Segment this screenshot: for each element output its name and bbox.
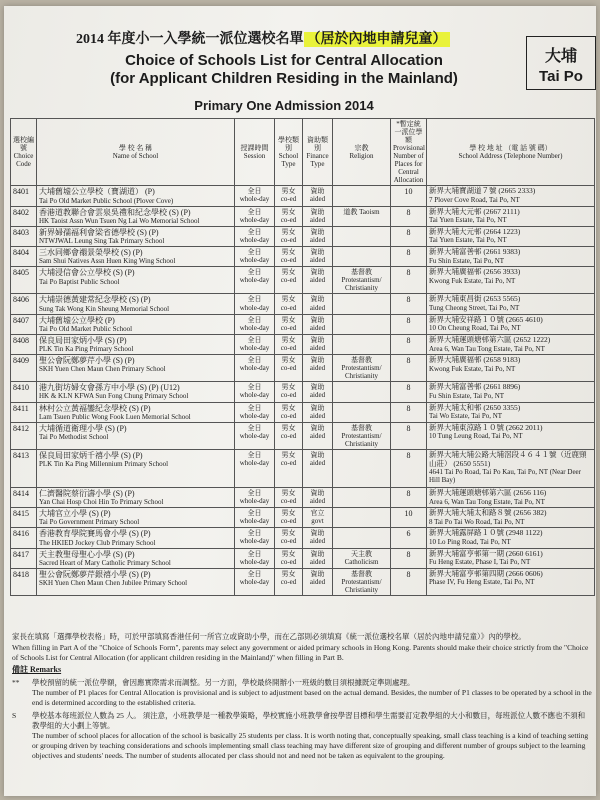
cell-name: [37, 355, 235, 382]
cell-finance: 資助 aided: [303, 226, 333, 246]
cell-type: 男女 co-ed: [275, 226, 303, 246]
cell-name-zh: 大埔舊墟公立學校 (P): [39, 315, 115, 325]
cell-finance: 資助 aided: [303, 487, 333, 507]
cell-name: [37, 206, 235, 226]
cell-name-zh: 港九街坊婦女會孫方中小學 (S) (P) (U12): [39, 383, 180, 393]
cell-address-en: Area 6, Wan Tau Tong Estate, Tai Po, NT: [429, 344, 545, 353]
cell-address-en: Fu Heng Estate, Phase I, Tai Po, NT: [429, 558, 531, 567]
cell-address-zh: 新界大埔大元邨 (2667 2111): [429, 206, 520, 216]
cell-session: 全日 whole-day: [235, 568, 275, 595]
cell-code: 8404: [11, 247, 37, 267]
cell-type: 男女 co-ed: [275, 422, 303, 449]
table-row: [11, 226, 595, 246]
cell-name: [37, 449, 235, 487]
cell-finance: 資助 aided: [303, 314, 333, 334]
cell-religion: 道教 Taoism: [333, 206, 391, 226]
col-code: 選校編號 Choice Code: [11, 119, 37, 186]
col-religion-zh: 宗教: [354, 144, 369, 153]
cell-religion: [333, 402, 391, 422]
cell-name-zh: 新界婦孺福利會梁省德學校 (S) (P): [39, 227, 159, 237]
col-finance: 資助類別 Finance Type: [303, 119, 333, 186]
cell-address-en: Area 6, Wan Tau Tong Estate, Tai Po, NT: [429, 497, 545, 506]
cell-type: 男女 co-ed: [275, 334, 303, 354]
table-row: [11, 247, 595, 267]
document-header: [4, 6, 596, 113]
cell-places: 8: [391, 294, 427, 314]
cell-finance: 資助 aided: [303, 568, 333, 595]
cell-address-zh: 新界大埔運頭塘邨第六區 (2656 116): [429, 487, 547, 497]
cell-session: 全日 whole-day: [235, 334, 275, 354]
cell-name-zh: 香港道教聯合會雲泉吳禮和紀念學校 (S) (P): [39, 207, 191, 217]
cell-name-en: HK Taoist Assn Wun Tsuen Ng Lai Wo Memorial School: [39, 216, 200, 225]
cell-finance: 資助 aided: [303, 267, 333, 294]
cell-address: [427, 548, 595, 568]
district-english: Tai Po: [539, 68, 583, 85]
table-row: [11, 355, 595, 382]
cell-places: 8: [391, 548, 427, 568]
cell-name-en: Tai Po Old Market Public School (Plover Cove): [39, 196, 174, 205]
col-religion: [333, 119, 391, 186]
cell-religion: 天主教 Catholicism: [333, 548, 391, 568]
col-name: [37, 119, 235, 186]
cell-session: 全日 whole-day: [235, 314, 275, 334]
cell-name-zh: 林村公立黃福鑾紀念學校 (S) (P): [39, 403, 151, 413]
cell-places: 10: [391, 186, 427, 206]
cell-type: 男女 co-ed: [275, 247, 303, 267]
cell-address: [427, 355, 595, 382]
cell-places: 8: [391, 226, 427, 246]
cell-religion: [333, 314, 391, 334]
cell-code: 8409: [11, 355, 37, 382]
cell-code: 8407: [11, 314, 37, 334]
cell-address-en: Tung Cheong Street, Tai Po, NT: [429, 304, 520, 313]
cell-finance: 官立 govt: [303, 508, 333, 528]
cell-finance: 資助 aided: [303, 186, 333, 206]
cell-name-zh: 仁濟醫院蔡衍濤小學 (S) (P): [39, 488, 135, 498]
cell-session: 全日 whole-day: [235, 548, 275, 568]
cell-name-zh: 保良局田家炳小學 (S) (P): [39, 335, 127, 345]
table-header-row: [11, 119, 595, 186]
cell-address-en: Tai Yuen Estate, Tai Po, NT: [429, 236, 507, 245]
cell-places: 8: [391, 206, 427, 226]
cell-religion: [333, 334, 391, 354]
cell-name-zh: 大埔崇德黃建常紀念學校 (S) (P): [39, 295, 151, 305]
cell-finance: 資助 aided: [303, 449, 333, 487]
cell-religion: [333, 226, 391, 246]
cell-code: 8401: [11, 186, 37, 206]
cell-address: [427, 402, 595, 422]
footer-para-en: When filling in Part A of the "Choice of Schools Form", parents may select any government or aided primary schools in Hong Kong. Parents should make their choice strictly from the "Choice of Schools List for Central Allocation (for applicant children residing in the Mainland)" when filling in Part B.: [12, 642, 589, 662]
cell-name-zh: 大埔浸信會公立學校 (S) (P): [39, 268, 135, 278]
cell-type: 男女 co-ed: [275, 548, 303, 568]
cell-name: [37, 528, 235, 548]
cell-session: 全日 whole-day: [235, 382, 275, 402]
title-english-line2: (for Applicant Children Residing in the Mainland): [110, 70, 458, 87]
cell-name: [37, 487, 235, 507]
cell-name-zh: 保良局田家炳千禧小學 (S) (P): [39, 450, 143, 460]
cell-address: [427, 294, 595, 314]
cell-code: 8415: [11, 508, 37, 528]
cell-address-zh: 新界大埔安祥路１０號 (2665 4610): [429, 314, 543, 324]
remark-body: [32, 678, 592, 709]
cell-name-en: Tai Po Methodist School: [39, 432, 109, 441]
table-row: [11, 206, 595, 226]
cell-type: 男女 co-ed: [275, 449, 303, 487]
cell-code: 8410: [11, 382, 37, 402]
cell-address: [427, 508, 595, 528]
cell-name-en: PLK Tin Ka Ping Primary School: [39, 345, 134, 354]
cell-name-en: NTWJWAL Leung Sing Tak Primary School: [39, 237, 165, 246]
cell-finance: 資助 aided: [303, 247, 333, 267]
cell-address: [427, 314, 595, 334]
cell-name-en: Sacred Heart of Mary Catholic Primary School: [39, 558, 171, 567]
cell-code: 8402: [11, 206, 37, 226]
cell-code: 8405: [11, 267, 37, 294]
table-row: [11, 528, 595, 548]
cell-places: 8: [391, 334, 427, 354]
cell-name: [37, 186, 235, 206]
table-row: [11, 487, 595, 507]
title-chinese-main: 2014 年度小一入學統一派位選校名單: [76, 32, 304, 47]
document-page: [4, 6, 596, 796]
cell-name-en: Sung Tak Wong Kin Sheung Memorial School: [39, 304, 170, 313]
cell-address-en: Fu Shin Estate, Tai Po, NT: [429, 256, 505, 265]
cell-places: 8: [391, 355, 427, 382]
cell-name: [37, 247, 235, 267]
cell-address-zh: 新界大埔廣福邨 (2658 9183): [429, 355, 521, 365]
cell-address-zh: 新界大埔廣福邨 (2656 3933): [429, 267, 521, 277]
remark-note: [12, 711, 592, 762]
cell-religion: [333, 449, 391, 487]
col-address: [427, 119, 595, 186]
cell-places: 8: [391, 247, 427, 267]
table-row: [11, 267, 595, 294]
cell-address-en: 10 Tung Leung Road, Tai Po, NT: [429, 432, 523, 441]
cell-religion: [333, 247, 391, 267]
table-row: [11, 334, 595, 354]
cell-religion: 基督教 Protestantism/ Christianity: [333, 355, 391, 382]
cell-finance: 資助 aided: [303, 422, 333, 449]
cell-name-en: Sam Shui Natives Assn Huen King Wing School: [39, 257, 176, 266]
cell-address-zh: 新界大埔大埔公路大埔滘段４６４１號（近鹿頸山莊） (2650 5551): [429, 449, 587, 468]
cell-finance: 資助 aided: [303, 294, 333, 314]
cell-code: 8413: [11, 449, 37, 487]
cell-address-en: Tai Wo Estate, Tai Po, NT: [429, 412, 503, 421]
cell-finance: 資助 aided: [303, 334, 333, 354]
cell-name: [37, 548, 235, 568]
cell-address: [427, 206, 595, 226]
cell-address-zh: 新界大埔運頭塘邨第六區 (2652 1222): [429, 334, 551, 344]
cell-religion: [333, 382, 391, 402]
cell-finance: 資助 aided: [303, 402, 333, 422]
cell-code: 8418: [11, 568, 37, 595]
cell-address-en: Kwong Fuk Estate, Tai Po, NT: [429, 364, 516, 373]
cell-code: 8414: [11, 487, 37, 507]
cell-name: [37, 508, 235, 528]
cell-type: 男女 co-ed: [275, 508, 303, 528]
cell-name-zh: 大埔循道衛理小學 (S) (P): [39, 423, 127, 433]
col-address-en: School Address (Telephone Number): [458, 152, 563, 161]
cell-name: [37, 382, 235, 402]
cell-session: 全日 whole-day: [235, 487, 275, 507]
cell-name: [37, 314, 235, 334]
subtitle: Primary One Admission 2014: [194, 98, 374, 113]
cell-name: [37, 402, 235, 422]
cell-type: 男女 co-ed: [275, 487, 303, 507]
cell-name-en: The HKIED Jockey Club Primary School: [39, 538, 156, 547]
cell-name-zh: 天主教聖母聖心小學 (S) (P): [39, 549, 135, 559]
cell-address-en: Phase IV, Fu Heng Estate, Tai Po, NT: [429, 578, 535, 587]
col-session: 授課時間 Session: [235, 119, 275, 186]
cell-address: [427, 568, 595, 595]
cell-address-zh: 新界大埔大元邨 (2664 1223): [429, 226, 521, 236]
district-chinese: 大埔: [544, 48, 577, 65]
cell-code: 8411: [11, 402, 37, 422]
cell-religion: [333, 186, 391, 206]
district-box: [526, 36, 596, 90]
cell-name-zh: 三水同鄉會禤景榮學校 (S) (P): [39, 248, 143, 258]
cell-name-zh: 聖公會阮鄭夢芹銀禧小學 (S) (P): [39, 569, 151, 579]
cell-session: 全日 whole-day: [235, 402, 275, 422]
cell-places: 8: [391, 314, 427, 334]
cell-address-zh: 新界大埔富善邨 (2661 8896): [429, 382, 521, 392]
cell-name: [37, 568, 235, 595]
cell-address-en: 7 Plover Cove Road, Tai Po, NT: [429, 196, 520, 204]
cell-address-zh: 新界大埔東昌街 (2653 5565): [429, 294, 521, 304]
cell-finance: 資助 aided: [303, 528, 333, 548]
cell-finance: 資助 aided: [303, 355, 333, 382]
table-row: [11, 548, 595, 568]
cell-places: 8: [391, 487, 427, 507]
cell-religion: [333, 508, 391, 528]
cell-address-zh: 新界大埔富亨邨第一期 (2660 6161): [429, 548, 543, 558]
cell-name-en: SKH Yuen Chen Maun Chen Primary School: [39, 365, 166, 374]
cell-type: 男女 co-ed: [275, 528, 303, 548]
cell-type: 男女 co-ed: [275, 314, 303, 334]
cell-session: 全日 whole-day: [235, 355, 275, 382]
cell-name-zh: 香港教育學院賽馬會小學 (S) (P): [39, 529, 151, 539]
cell-session: 全日 whole-day: [235, 226, 275, 246]
cell-places: 8: [391, 422, 427, 449]
cell-session: 全日 whole-day: [235, 508, 275, 528]
cell-address-en: 4641 Tai Po Road, Tai Po Kau, Tai Po, NT (Near Deer Hill Bay): [429, 468, 581, 485]
cell-address: [427, 422, 595, 449]
cell-code: 8412: [11, 422, 37, 449]
cell-finance: 資助 aided: [303, 206, 333, 226]
title-chinese-highlight: （居於內地申請兒童）: [304, 32, 450, 47]
cell-name-zh: 大埔官立小學 (S) (P): [39, 509, 111, 519]
table-row: [11, 422, 595, 449]
remark-text-zh: 學校基本每班派位人數為 25 人。 須注意，小班教學是一種教學策略，學校實施小班教學會按學習目標和學生需要訂定教學組的大小和數目，每班派位人數不應也不須和教學組的大小劃上等號。: [32, 710, 586, 730]
cell-religion: 基督教 Protestantism/ Christianity: [333, 568, 391, 595]
cell-address: [427, 226, 595, 246]
cell-address-zh: 新界大埔太和邨 (2650 3355): [429, 402, 521, 412]
cell-session: 全日 whole-day: [235, 186, 275, 206]
cell-address: [427, 382, 595, 402]
col-type: 學校類別 School Type: [275, 119, 303, 186]
cell-places: 8: [391, 449, 427, 487]
cell-places: 8: [391, 382, 427, 402]
cell-address-en: Fu Shin Estate, Tai Po, NT: [429, 391, 505, 400]
cell-address-en: Kwong Fuk Estate, Tai Po, NT: [429, 276, 516, 285]
cell-address-en: 10 Lo Ping Road, Tai Po, NT: [429, 538, 511, 546]
cell-code: 8417: [11, 548, 37, 568]
cell-address-zh: 新界大埔寶湖道７號 (2665 2333): [429, 186, 536, 196]
footer-para-zh: 家長在填寫「選擇學校表格」時，可於甲部填寫香港任何一所官立或資助小學，而在乙部則必須填寫《統一派位選校名單（居於內地申請兒童）》內的學校。: [12, 632, 526, 641]
cell-name-en: SKH Yuen Chen Maun Chen Jubilee Primary School: [39, 579, 188, 588]
cell-type: 男女 co-ed: [275, 206, 303, 226]
cell-places: 8: [391, 267, 427, 294]
cell-address-en: 8 Tai Po Tai Wo Road, Tai Po, NT: [429, 517, 525, 526]
table-row: [11, 314, 595, 334]
cell-name-zh: 聖公會阮鄭夢芹小學 (S) (P): [39, 356, 135, 366]
cell-finance: 資助 aided: [303, 548, 333, 568]
cell-type: 男女 co-ed: [275, 402, 303, 422]
cell-address: [427, 186, 595, 206]
cell-session: 全日 whole-day: [235, 206, 275, 226]
cell-address-en: Tai Yuen Estate, Tai Po, NT: [429, 216, 507, 225]
remark-text-en: The number of school places for allocation of the school is basically 25 students per class. It is worth noting that, conceptually speaking, small class teaching is a kind of teaching setting or grouping driven by teaching considerations and schools implementing small class teaching may have different size of grouping and different number of groups subject to the learning objectives and students' needs. The number of students allocated per class should not and need not be taken as equivalent to the grouping.: [32, 731, 589, 760]
cell-places: 6: [391, 528, 427, 548]
cell-religion: 基督教 Protestantism/ Christianity: [333, 267, 391, 294]
cell-name-en: Lam Tsuen Public Wong Fook Luen Memorial School: [39, 412, 191, 421]
remark-marker: **: [12, 677, 20, 687]
cell-name: [37, 267, 235, 294]
table-row: [11, 449, 595, 487]
cell-type: 男女 co-ed: [275, 267, 303, 294]
cell-name: [37, 422, 235, 449]
cell-type: 男女 co-ed: [275, 186, 303, 206]
cell-name: [37, 294, 235, 314]
cell-code: 8416: [11, 528, 37, 548]
cell-code: 8403: [11, 226, 37, 246]
col-name-zh: 學 校 名 稱: [118, 144, 153, 153]
cell-name: [37, 226, 235, 246]
cell-religion: [333, 528, 391, 548]
cell-address-zh: 新界大埔大埔太和路８號 (2656 382): [429, 508, 547, 518]
table-row: [11, 402, 595, 422]
cell-session: 全日 whole-day: [235, 449, 275, 487]
school-list-table: [10, 118, 595, 596]
cell-session: 全日 whole-day: [235, 422, 275, 449]
cell-places: 8: [391, 568, 427, 595]
cell-places: 10: [391, 508, 427, 528]
cell-address: [427, 334, 595, 354]
cell-address-zh: 新界大埔露屏路１０號 (2948 1122): [429, 528, 543, 538]
cell-address-zh: 新界大埔富善邨 (2661 9383): [429, 247, 521, 257]
cell-session: 全日 whole-day: [235, 528, 275, 548]
cell-name-en: Tai Po Baptist Public School: [39, 277, 120, 286]
cell-type: 男女 co-ed: [275, 355, 303, 382]
cell-address: [427, 247, 595, 267]
cell-type: 男女 co-ed: [275, 294, 303, 314]
cell-address: [427, 487, 595, 507]
remark-body: [32, 711, 592, 762]
remark-marker: S: [12, 710, 17, 720]
cell-type: 男女 co-ed: [275, 382, 303, 402]
cell-address: [427, 267, 595, 294]
table-row: [11, 568, 595, 595]
cell-name-zh: 大埔舊墟公立學校（寶湖道） (P): [39, 187, 155, 197]
title-english-line1: Choice of Schools List for Central Allocation: [125, 52, 443, 69]
table-row: [11, 382, 595, 402]
cell-name-en: Yan Chai Hosp Choi Hin To Primary School: [39, 498, 164, 507]
col-religion-en: Religion: [349, 152, 374, 161]
footer-notes: [12, 632, 592, 762]
cell-code: 8408: [11, 334, 37, 354]
cell-code: 8406: [11, 294, 37, 314]
cell-places: 8: [391, 402, 427, 422]
title-chinese: [76, 28, 450, 48]
cell-address-zh: 新界大埔東涼路１０號 (2662 2011): [429, 422, 543, 432]
cell-finance: 資助 aided: [303, 382, 333, 402]
cell-religion: 基督教 Protestantism/ Christianity: [333, 422, 391, 449]
cell-name-en: HK & KLN KFWA Sun Fong Chung Primary School: [39, 392, 189, 401]
cell-session: 全日 whole-day: [235, 267, 275, 294]
cell-address-en: 10 On Cheung Road, Tai Po, NT: [429, 324, 521, 333]
cell-address: [427, 449, 595, 487]
cell-name-en: Tai Po Old Market Public School: [39, 324, 133, 333]
cell-name: [37, 334, 235, 354]
cell-session: 全日 whole-day: [235, 294, 275, 314]
col-address-zh: 學 校 地 址 （電 話 號 碼）: [469, 144, 552, 153]
table-row: [11, 186, 595, 206]
col-places: *暫定統一派位學額 Provisional Number of Places for Central Allocation: [391, 119, 427, 186]
remark-note: [12, 678, 592, 709]
cell-address-zh: 新界大埔富亨邨第四期 (2666 0606): [429, 568, 543, 578]
col-name-en: Name of School: [112, 152, 159, 161]
cell-name-en: Tai Po Government Primary School: [39, 518, 140, 527]
cell-name-en: PLK Tin Ka Ping Millennium Primary School: [39, 460, 169, 469]
remarks-title: 備註 Remarks: [12, 665, 62, 675]
cell-type: 男女 co-ed: [275, 568, 303, 595]
remark-text-zh: 學校預留的統一派位學額，會因應實際需求而調整。另一方面，學校最終開辦小一班級的數目須根據既定準則處理。: [32, 677, 415, 687]
cell-religion: [333, 487, 391, 507]
cell-address: [427, 528, 595, 548]
table-row: [11, 294, 595, 314]
cell-session: 全日 whole-day: [235, 247, 275, 267]
cell-religion: [333, 294, 391, 314]
remark-text-en: The number of P1 places for Central Allocation is provisional and is subject to adjustment based on the actual demand. Besides, the number of P1 classes to be operated by a school in the end is determined according to the established criteria.: [32, 688, 592, 708]
table-row: [11, 508, 595, 528]
